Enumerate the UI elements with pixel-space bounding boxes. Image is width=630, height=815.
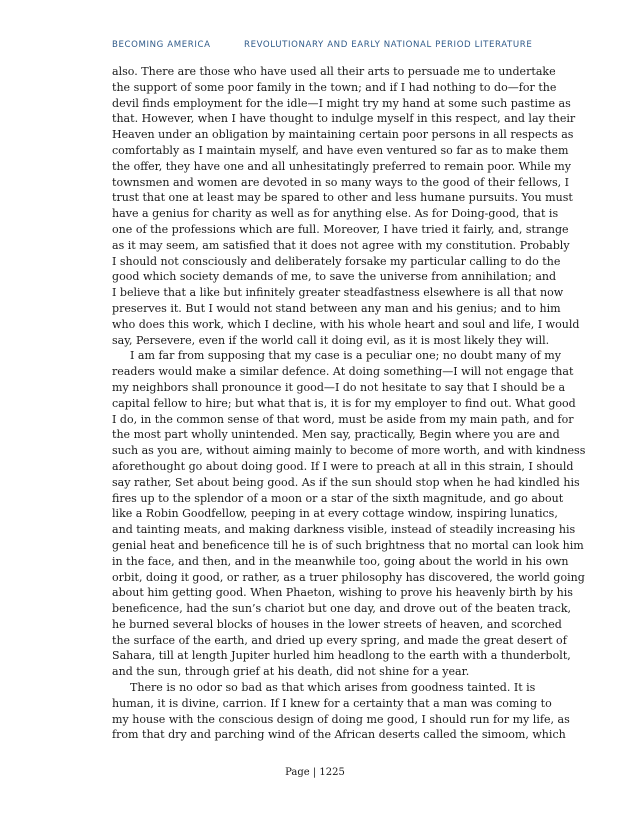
paragraph [112,348,586,680]
text-line: that. However, when I have thought to indulge myself in this respect, and lay their [112,112,576,126]
text-line: trust that one at least may be spared to other and less humane pursuits. You must [112,191,573,205]
text-line: I should not consciously and deliberately forsake my particular calling to do the [112,254,561,268]
text-line: human, it is divine, carrion. If I knew for a certainty that a man was coming to [112,696,552,710]
text-line: good which society demands of me, to save the universe from annihilation; and [112,270,557,284]
text-line: aforethought go about doing good. If I were to preach at all in this strain, I should [112,459,574,473]
text-line: preserves it. But I would not stand between any man and his genius; and to him [112,301,561,315]
text-line: fires up to the splendor of a moon or a star of the sixth magnitude, and go about [112,491,564,505]
book-title: BECOMING AMERICA [112,40,211,50]
text-line: orbit, doing it good, or rather, as a truer philosophy has discovered, the world going [112,570,585,584]
text-line: capital fellow to hire; but what that is, it is for my employer to find out. What good [112,396,576,410]
text-line: one of the professions which are full. Moreover, I have tried it fairly, and, strange [112,222,569,236]
text-line: I believe that a like but infinitely greater steadfastness elsewhere is all that now [112,286,564,300]
text-line: I am far from supposing that my case is a peculiar one; no doubt many of my [130,349,561,363]
text-line: from that dry and parching wind of the African deserts called the simoom, which [112,728,566,742]
text-line: Heaven under an obligation by maintaining certain poor persons in all respects as [112,128,574,142]
text-line: say rather, Set about being good. As if the sun should stop when he had kindled his [112,475,580,489]
text-line: my neighbors shall pronounce it good—I do not hesitate to say that I should be a [112,380,566,394]
text-line: have a genius for charity as well as for anything else. As for Doing-good, that is [112,207,559,221]
body-text [112,64,586,743]
text-line: the most part wholly unintended. Men say, practically, Begin where you are and [112,428,560,442]
text-line: the offer, they have one and all unhesitatingly preferred to remain poor. While my [112,159,571,173]
text-line: in the face, and then, and in the meanwhile too, going about the world in his own [112,554,569,568]
text-line: and tainting meats, and making darkness visible, instead of steadily increasing his [112,523,576,537]
paragraph [112,680,570,743]
paragraph [112,64,580,348]
text-line: townsmen and women are devoted in so many ways to the good of their fellows, I [112,175,570,189]
text-line: devil finds employment for the idle—I might try my hand at some such pastime as [112,96,571,110]
text-line: he burned several blocks of houses in the lower streets of heaven, and scorched [112,617,562,631]
text-line: and the sun, through grief at his death, did not shine for a year. [112,665,470,679]
text-line: genial heat and beneficence till he is of such brightness that no mortal can look him [112,538,584,552]
text-line: like a Robin Goodfellow, peeping in at every cottage window, inspiring lunatics, [112,507,558,521]
text-line: the surface of the earth, and dried up every spring, and made the great desert of [112,633,567,647]
text-line: who does this work, which I decline, with his whole heart and soul and life, I would [112,317,580,331]
text-line: There is no odor so bad as that which arises from goodness tainted. It is [130,681,536,695]
text-line: beneficence, had the sun’s chariot but one day, and drove out of the beaten track, [112,602,572,616]
text-line: Sahara, till at length Jupiter hurled him headlong to the earth with a thunderbolt, [112,649,571,663]
text-line: as it may seem, am satisfied that it does not agree with my constitution. Probably [112,238,570,252]
text-line: the support of some poor family in the town; and if I had nothing to do—for the [112,80,557,94]
page-number: Page | 1225 [285,767,345,778]
text-line: also. There are those who have used all their arts to persuade me to undertake [112,65,556,78]
text-line: say, Persevere, even if the world call it doing evil, as it is most likely they will. [112,333,550,347]
text-line: my house with the conscious design of doing me good, I should run for my life, as [112,712,570,726]
section-title: REVOLUTIONARY AND EARLY NATIONAL PERIOD LITERATURE [244,40,533,50]
text-line: readers would make a similar defence. At doing something—I will not engage that [112,365,574,379]
text-line: about him getting good. When Phaeton, wishing to prove his heavenly birth by his [112,586,573,600]
text-line: comfortably as I maintain myself, and have even ventured so far as to make them [112,143,569,157]
text-line: such as you are, without aiming mainly to become of more worth, and with kindness [112,444,586,458]
text-line: I do, in the common sense of that word, must be aside from my main path, and for [112,412,574,426]
